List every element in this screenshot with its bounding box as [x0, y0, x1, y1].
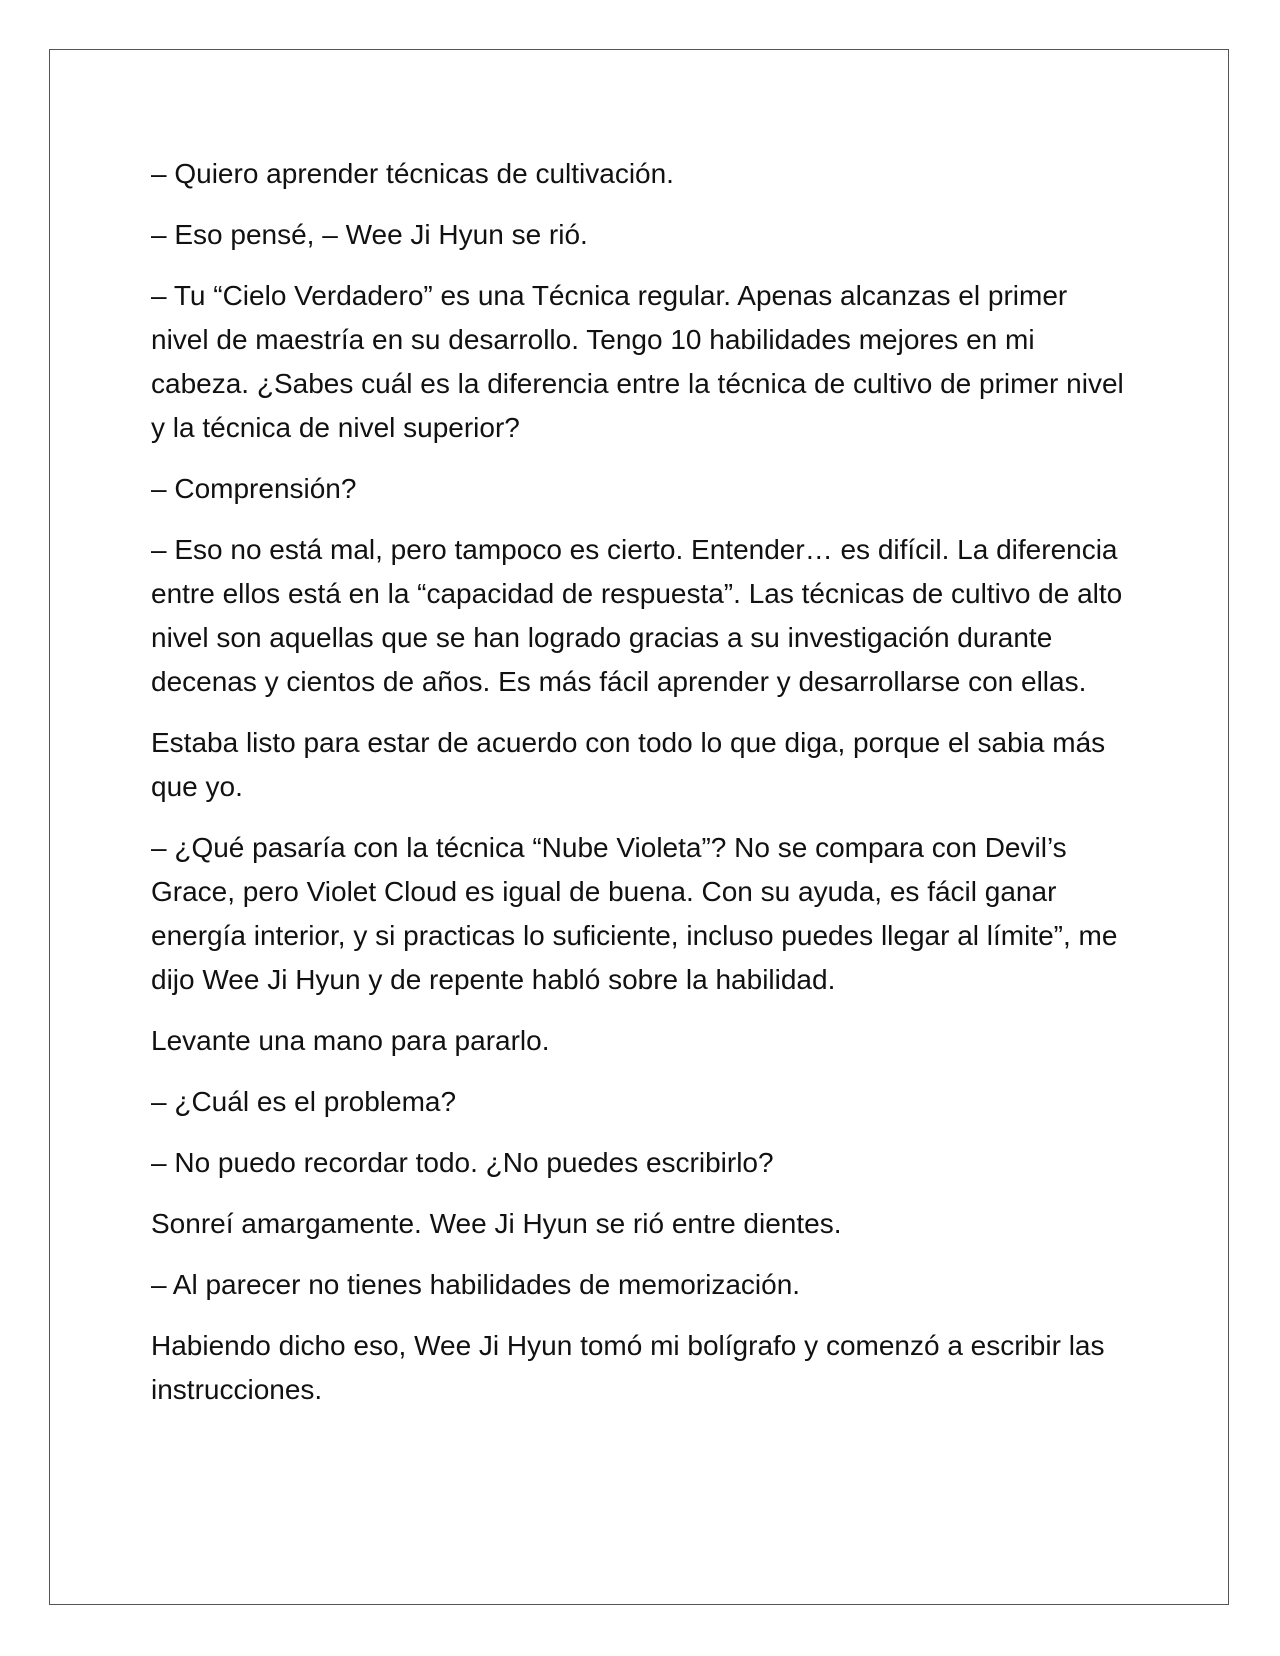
- paragraph: – No puedo recordar todo. ¿No puedes escribirlo?: [151, 1147, 774, 1178]
- paragraph: – ¿Cuál es el problema?: [151, 1086, 457, 1117]
- paragraph: – Comprensión?: [151, 473, 357, 504]
- paragraph: Habiendo dicho eso, Wee Ji Hyun tomó mi bolígrafo y comenzó a escribir las instrucciones.: [151, 1330, 1105, 1405]
- paragraph: – Al parecer no tienes habilidades de memorización.: [151, 1269, 801, 1300]
- paragraph: Sonreí amargamente. Wee Ji Hyun se rió entre dientes.: [151, 1208, 842, 1239]
- paragraph: – ¿Qué pasaría con la técnica “Nube Violeta”? No se compara con Devil’s Grace, pero Violet Cloud es igual de buena. Con su ayuda, es fácil ganar energía interior, y si practicas lo suficiente, incluso puedes llegar al límite”, me dijo Wee Ji Hyun y de repente habló sobre la habilidad.: [151, 832, 1118, 995]
- paragraph: – Eso no está mal, pero tampoco es cierto. Entender… es difícil. La diferencia entre ellos está en la “capacidad de respuesta”. Las técnicas de cultivo de alto nivel son aquellas que se han logrado gracias a su investigación durante decenas y cientos de años. Es más fácil aprender y desarrollarse con ellas.: [151, 534, 1123, 697]
- page-body: [151, 152, 1131, 1429]
- paragraph: Levante una mano para pararlo.: [151, 1025, 550, 1056]
- paragraph: – Tu “Cielo Verdadero” es una Técnica regular. Apenas alcanzas el primer nivel de maestría en su desarrollo. Tengo 10 habilidades mejores en mi cabeza. ¿Sabes cuál es la diferencia entre la técnica de cultivo de primer nivel y la técnica de nivel superior?: [151, 280, 1124, 443]
- paragraph: – Eso pensé, – Wee Ji Hyun se rió.: [151, 219, 588, 250]
- paragraph: Estaba listo para estar de acuerdo con todo lo que diga, porque el sabia más que yo.: [151, 727, 1106, 802]
- paragraph: – Quiero aprender técnicas de cultivación.: [151, 158, 674, 189]
